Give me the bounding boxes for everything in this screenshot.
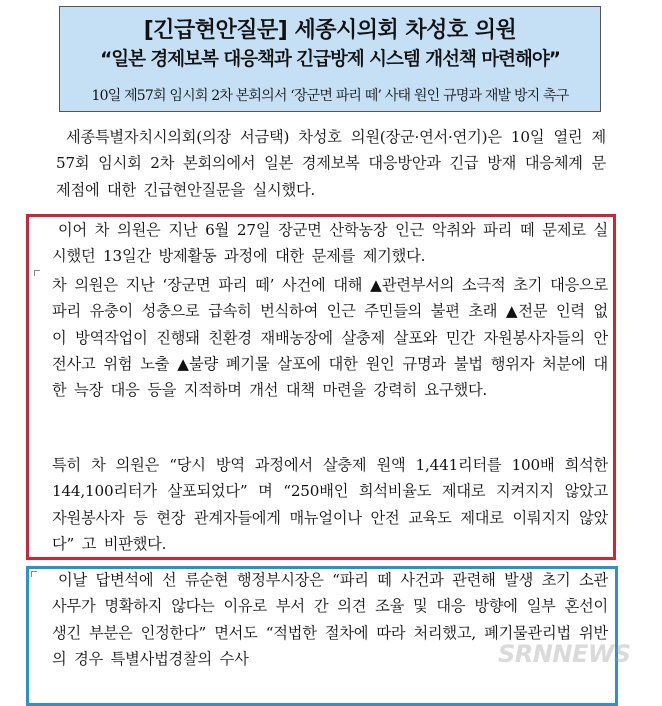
paragraph-marker — [34, 270, 40, 276]
intro-paragraph: 세종특별자치시의회(의장 서금택) 차성호 의원(장군·연서·연기)은 10일 열린 제57회 임시회 2차 본회의에서 일본 경제보복 대응방안과 긴급 방재 대응체계 문제점에 대한 긴급현안질문을 실시했다. — [56, 128, 606, 199]
headline-summary: 10일 제57회 임시회 2차 본회의서 ‘장군면 파리 떼’ 사태 원인 규명과 재발 방지 촉구 — [91, 88, 569, 104]
highlight-paragraph-1: 이어 차 의원은 지난 6월 27일 장군면 산학농장 인근 악취와 파리 떼 문제로 실시했던 13일간 방제활동 과정에 대한 문제를 제기했다. — [52, 221, 608, 266]
paragraph-marker — [31, 571, 37, 577]
highlight-paragraph-3: 특히 차 의원은 “당시 방역 과정에서 살충제 원액 1,441리터를 100배 희석한 144,100리터가 살포되었다” 며 “250배인 희석비율도 제대로 지켜지지 않았고 자원봉사자 등 현장 관계자들에게 매뉴얼이나 안전 교육도 제대로 이뤄지지 않았다” 고 비판했다. — [52, 456, 608, 553]
highlight-paragraph-2: 차 의원은 지난 ‘장군면 파리 떼’ 사건에 대해 ▲관련부서의 소극적 초기 대응으로 파리 유충이 성충으로 급속히 번식하여 인근 주민들의 불편 초래 ▲전문 인력 없이 방역작업이 진행돼 친환경 재배농장에 살충제 살포와 민간 자원봉사자들의 안전사고 위험 노출 ▲불량 폐기물 살포에 대한 원인 규명과 불법 행위자 처분에 대한 늑장 대응 등을 지적하며 개선 대책 마련을 강력히 요구했다. — [52, 276, 608, 400]
watermark-logo: SRNNEWS — [498, 640, 631, 668]
response-paragraph: 이날 답변석에 선 류순현 행정부시장은 “파리 떼 사건과 관련해 발생 초기 소관 사무가 명확하지 않다는 이유로 부서 간 의견 조율 및 대응 방향에 일부 혼선이 생긴 부분은 인정한다” 면서도 “적법한 절차에 따라 처리했고, 폐기물관리법 위반의 경우 특별사법경찰의 수사 — [52, 571, 608, 668]
headline-box — [59, 6, 601, 112]
headline-subtitle: “일본 경제보복 대응책과 긴급방제 시스템 개선책 마련해야” — [100, 49, 560, 70]
headline-title: [긴급현안질문] 세종시의회 차성호 의원 — [143, 18, 517, 43]
